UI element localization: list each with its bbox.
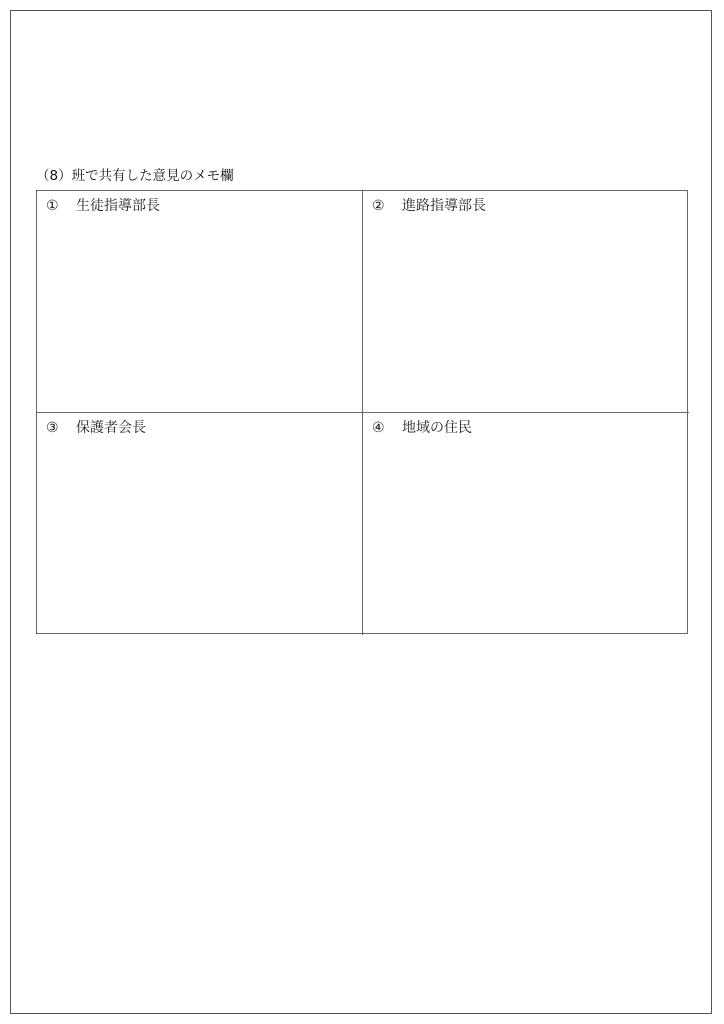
memo-cell-title: 生徒指導部長 [76,198,160,214]
memo-writing-area[interactable] [43,443,356,629]
memo-cell-student-guidance [37,191,363,413]
memo-cell-number: ② [372,198,385,214]
memo-cell-title: 地域の住民 [402,420,472,436]
memo-writing-area[interactable] [369,221,683,406]
memo-writing-area[interactable] [369,443,683,629]
section-heading: （8）班で共有した意見のメモ欄 [36,168,234,184]
memo-cell-number: ① [46,198,59,214]
memo-cell-label [372,197,486,215]
memo-cell-career-guidance [363,191,689,413]
memo-table [36,190,688,634]
memo-cell-pta-president [37,413,363,635]
memo-cell-title: 保護者会長 [76,420,146,436]
memo-cell-label [46,197,160,215]
memo-cell-number: ③ [46,420,59,436]
memo-cell-title: 進路指導部長 [402,198,486,214]
memo-cell-label [372,419,472,437]
memo-writing-area[interactable] [43,221,356,406]
memo-cell-local-resident [363,413,689,635]
memo-cell-number: ④ [372,420,385,436]
memo-cell-label [46,419,146,437]
